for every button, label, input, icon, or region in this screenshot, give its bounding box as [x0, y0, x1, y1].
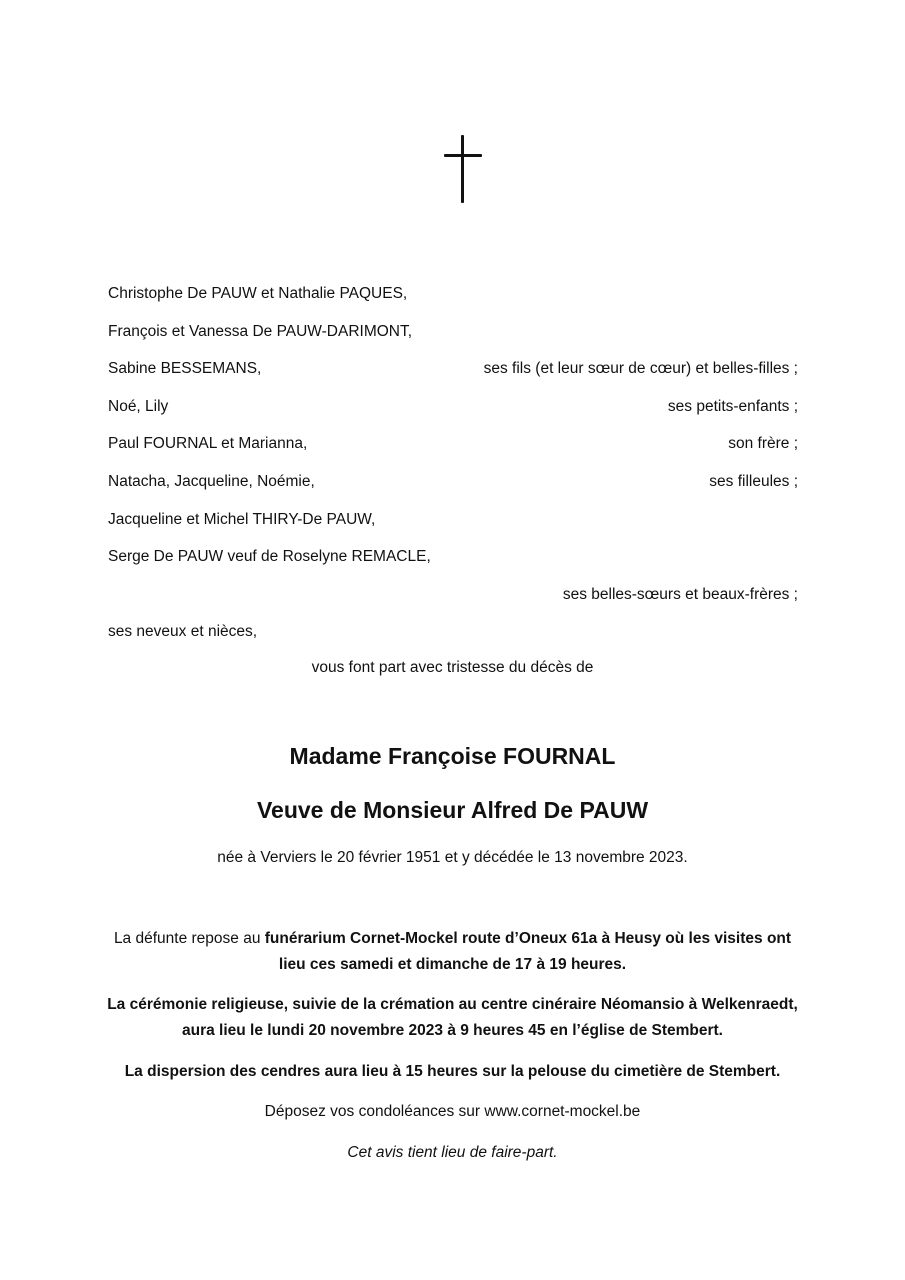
family-row [108, 620, 798, 658]
announcement-text: vous font part avec tristesse du décès de [311, 659, 594, 676]
family-row [108, 583, 798, 621]
family-list [108, 282, 798, 658]
family-member: ses neveux et nièces, [108, 623, 258, 641]
family-row [108, 432, 798, 470]
deceased-name: Madame Françoise FOURNAL [289, 743, 616, 769]
family-relation: ses petits-enfants ; [667, 397, 798, 415]
family-relation: son frère ; [728, 435, 798, 453]
faire-part-note: Cet avis tient lieu de faire-part. [347, 1144, 558, 1161]
family-member: Christophe De PAUW et Nathalie PAQUES, [108, 285, 408, 302]
family-relation: ses belles-sœurs et beaux-frères ; [562, 585, 798, 603]
announcement [0, 656, 905, 680]
deceased-spouse: Veuve de Monsieur Alfred De PAUW [256, 797, 649, 823]
repose-prefix: La défunte repose au [113, 930, 265, 947]
family-row [108, 470, 798, 508]
dispersion-paragraph: La dispersion des cendres aura lieu à 15 heures sur la pelouse du cimetière de Stembert. [124, 1063, 781, 1080]
family-member: Jacqueline et Michel THIRY-De PAUW, [108, 510, 376, 528]
family-relation: ses filleules ; [709, 472, 798, 490]
family-relation: ses fils (et leur sœur de cœur) et belles-filles ; [483, 360, 798, 378]
family-member: Noé, Lily [108, 397, 169, 415]
family-member: François et Vanessa De PAUW-DARIMONT, [108, 322, 413, 340]
family-member: Natacha, Jacqueline, Noémie, [108, 472, 315, 490]
ceremony-paragraph: La cérémonie religieuse, suivie de la crémation au centre cinéraire Néomansio à Welkenraedt, aura lieu le lundi 20 novembre 2023 à 9 heures 45 en l’église de Stembert. [107, 996, 798, 1039]
family-row [108, 395, 798, 433]
family-member: Sabine BESSEMANS, [108, 360, 262, 378]
family-member: Serge De PAUW veuf de Roselyne REMACLE, [108, 548, 431, 566]
family-row [108, 282, 798, 320]
family-row [108, 508, 798, 546]
cross-icon [444, 135, 482, 203]
family-member: Paul FOURNAL et Marianna, [108, 435, 308, 453]
birth-death-dates: née à Verviers le 20 février 1951 et y décédée le 13 novembre 2023. [217, 849, 688, 866]
family-row [108, 357, 798, 395]
repose-paragraph [100, 926, 805, 978]
repose-location: funérarium Cornet-Mockel route d’Oneux 61a à Heusy où les visites ont lieu ces samedi et dimanche de 17 à 19 heures. [264, 930, 792, 973]
family-row [108, 545, 798, 583]
family-row [108, 320, 798, 358]
condolences-text: Déposez vos condoléances sur www.cornet-mockel.be [264, 1103, 641, 1120]
